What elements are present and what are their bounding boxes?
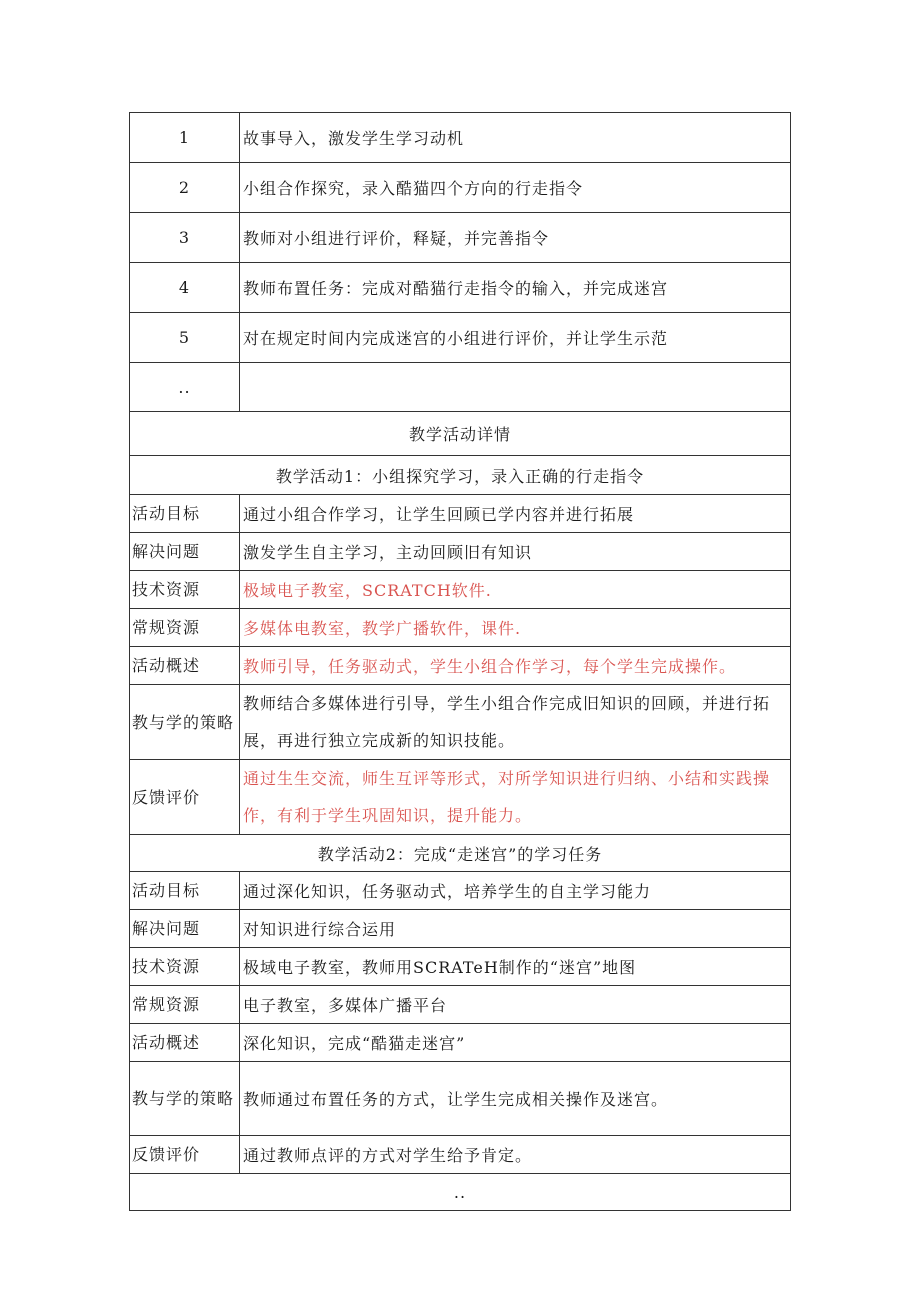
row-label: 活动目标 [130,872,240,910]
row-label: 技术资源 [130,948,240,986]
step-row [130,313,791,363]
row-label: 反馈评价 [130,760,240,835]
row-value: 多媒体电教室，教学广播软件，课件. [240,609,791,647]
activity1-row [130,571,791,609]
details-title-row [130,412,791,456]
step-number: 5 [130,313,240,363]
activity1-row [130,609,791,647]
row-label: 活动概述 [130,1024,240,1062]
footer-row [130,1174,791,1211]
row-value: 通过小组合作学习，让学生回顾已学内容并进行拓展 [240,495,791,533]
activity1-row [130,495,791,533]
row-value: 通过教师点评的方式对学生给予肯定。 [240,1136,791,1174]
row-value: 极域电子教室，SCRATCH软件. [240,571,791,609]
activity1-row [130,533,791,571]
step-number: 1 [130,113,240,163]
row-label: 教与学的策略 [130,685,240,760]
step-number: 3 [130,213,240,263]
activity2-row [130,1062,791,1136]
step-number: .. [130,363,240,412]
row-label: 活动目标 [130,495,240,533]
activity2-title: 教学活动2：完成“走迷宫”的学习任务 [130,835,791,872]
step-row [130,213,791,263]
activity1-row [130,647,791,685]
row-label: 解决问题 [130,910,240,948]
row-label: 常规资源 [130,986,240,1024]
row-value: 电子教室，多媒体广播平台 [240,986,791,1024]
activity2-title-row [130,835,791,872]
activity1-title: 教学活动1：小组探究学习，录入正确的行走指令 [130,456,791,495]
row-value: 对知识进行综合运用 [240,910,791,948]
activity2-row [130,986,791,1024]
lesson-plan-table [129,112,791,1211]
step-number: 2 [130,163,240,213]
row-label: 反馈评价 [130,1136,240,1174]
step-description [240,363,791,412]
details-title: 教学活动详情 [130,412,791,456]
activity2-row [130,948,791,986]
step-row [130,363,791,412]
row-value: 通过生生交流，师生互评等形式，对所学知识进行归纳、小结和实践操作，有利于学生巩固知识，提升能力。 [240,760,791,835]
activity2-row [130,1024,791,1062]
row-label: 解决问题 [130,533,240,571]
row-value: 极域电子教室，教师用SCRATeH制作的“迷宫”地图 [240,948,791,986]
row-value: 通过深化知识，任务驱动式，培养学生的自主学习能力 [240,872,791,910]
row-value: 深化知识，完成“酷猫走迷宫” [240,1024,791,1062]
footer-dots: .. [130,1174,791,1211]
activity1-row [130,685,791,760]
step-description: 对在规定时间内完成迷宫的小组进行评价，并让学生示范 [240,313,791,363]
step-description: 教师布置任务：完成对酷猫行走指令的输入，并完成迷宫 [240,263,791,313]
row-value: 教师引导，任务驱动式，学生小组合作学习，每个学生完成操作。 [240,647,791,685]
row-label: 常规资源 [130,609,240,647]
step-row [130,113,791,163]
row-value: 教师通过布置任务的方式，让学生完成相关操作及迷宫。 [240,1062,791,1136]
step-description: 故事导入，激发学生学习动机 [240,113,791,163]
row-value: 教师结合多媒体进行引导，学生小组合作完成旧知识的回顾，并进行拓展，再进行独立完成新的知识技能。 [240,685,791,760]
activity2-row [130,910,791,948]
step-row [130,163,791,213]
step-description: 小组合作探究，录入酷猫四个方向的行走指令 [240,163,791,213]
row-label: 活动概述 [130,647,240,685]
activity2-row [130,872,791,910]
step-number: 4 [130,263,240,313]
row-label: 技术资源 [130,571,240,609]
row-value: 激发学生自主学习，主动回顾旧有知识 [240,533,791,571]
step-row [130,263,791,313]
step-description: 教师对小组进行评价，释疑，并完善指令 [240,213,791,263]
activity1-title-row [130,456,791,495]
activity1-row [130,760,791,835]
activity2-row [130,1136,791,1174]
row-label: 教与学的策略 [130,1062,240,1136]
